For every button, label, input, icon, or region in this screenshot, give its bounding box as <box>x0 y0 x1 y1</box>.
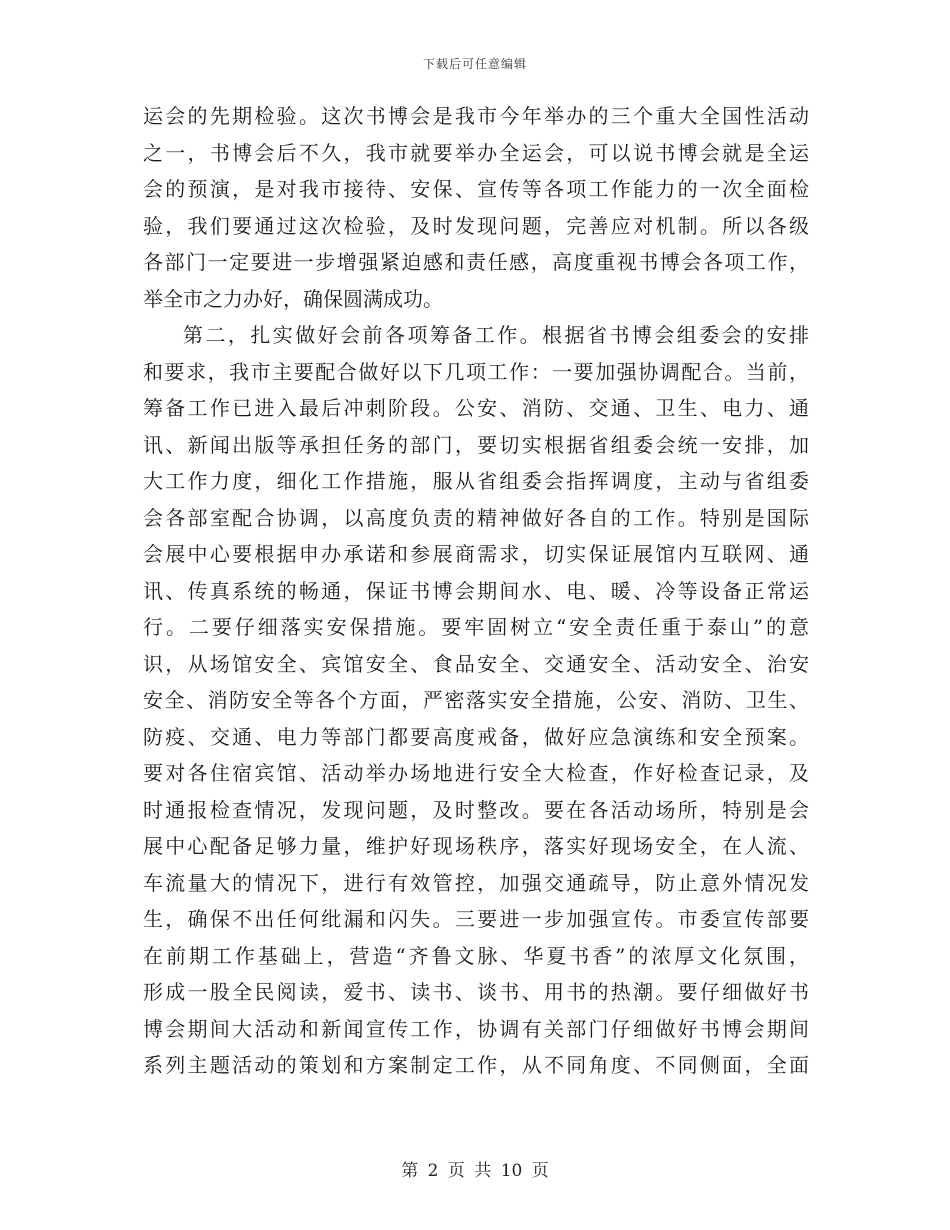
text-line: 和要求，我市主要配合做好以下几项工作：一要加强协调配合。当前， <box>143 359 809 384</box>
text-line: 展中心配备足够力量，维护好现场秩序，落实好现场安全，在人流、 <box>143 834 809 858</box>
text-line: 安全、消防安全等各个方面，严密落实安全措施，公安、消防、卫生、 <box>143 688 809 712</box>
text-line: 会各部室配合协调，以高度负责的精神做好各自的工作。特别是国际 <box>143 505 809 530</box>
text-line: 车流量大的情况下，进行有效管控，加强交通疏导，防止意外情况发 <box>143 870 809 895</box>
text-line: 讯、新闻出版等承担任务的部门，要切实根据省组委会统一安排，加 <box>143 432 809 457</box>
page-number: 第 2 页 共 10 页 <box>401 1161 549 1181</box>
document-body <box>143 98 809 1084</box>
text-line: 筹备工作已进入最后冲刺阶段。公安、消防、交通、卫生、电力、通 <box>143 396 809 420</box>
text-line: 验，我们要通过这次检验，及时发现问题，完善应对机制。所以各级 <box>143 213 809 238</box>
text-line: 在前期工作基础上，营造“齐鲁文脉、华夏书香”的浓厚文化氛围， <box>143 943 809 968</box>
text-line: 防疫、交通、电力等部门都要高度戒备，做好应急演练和安全预案。 <box>143 724 809 749</box>
text-line: 会的预演，是对我市接待、安保、宣传等各项工作能力的一次全面检 <box>143 177 809 201</box>
text-line: 识，从场馆安全、宾馆安全、食品安全、交通安全、活动安全、治安 <box>143 651 809 676</box>
text-line: 运会的先期检验。这次书博会是我市今年举办的三个重大全国性活动 <box>143 104 809 128</box>
text-line: 之一，书博会后不久，我市就要举办全运会，可以说书博会就是全运 <box>143 140 809 165</box>
text-line: 行。二要仔细落实安保措施。要牢固树立“安全责任重于泰山”的意 <box>143 615 809 639</box>
text-line: 举全市之力办好，确保圆满成功。 <box>143 286 443 311</box>
text-line: 生，确保不出任何纰漏和闪失。三要进一步加强宣传。市委宣传部要 <box>143 907 809 931</box>
text-line: 第二，扎实做好会前各项筹备工作。根据省书博会组委会的安排 <box>183 323 809 347</box>
text-line: 大工作力度，细化工作措施，服从省组委会指挥调度，主动与省组委 <box>143 469 809 493</box>
text-line: 讯、传真系统的畅通，保证书博会期间水、电、暖、冷等设备正常运 <box>143 578 809 603</box>
text-line: 会展中心要根据申办承诺和参展商需求，切实保证展馆内互联网、通 <box>143 542 809 566</box>
text-line: 时通报检查情况，发现问题，及时整改。要在各活动场所，特别是会 <box>143 797 809 822</box>
text-line: 各部门一定要进一步增强紧迫感和责任感，高度重视书博会各项工作， <box>143 250 809 274</box>
text-line: 系列主题活动的策划和方案制定工作，从不同角度、不同侧面，全面 <box>143 1053 809 1077</box>
text-line: 要对各住宿宾馆、活动举办场地进行安全大检查，作好检查记录，及 <box>143 761 809 785</box>
text-line: 形成一股全民阅读，爱书、读书、谈书、用书的热潮。要仔细做好书 <box>143 980 809 1004</box>
page-header: 下载后可任意编辑 <box>422 57 527 71</box>
text-line: 博会期间大活动和新闻宣传工作，协调有关部门仔细做好书博会期间 <box>143 1016 809 1041</box>
